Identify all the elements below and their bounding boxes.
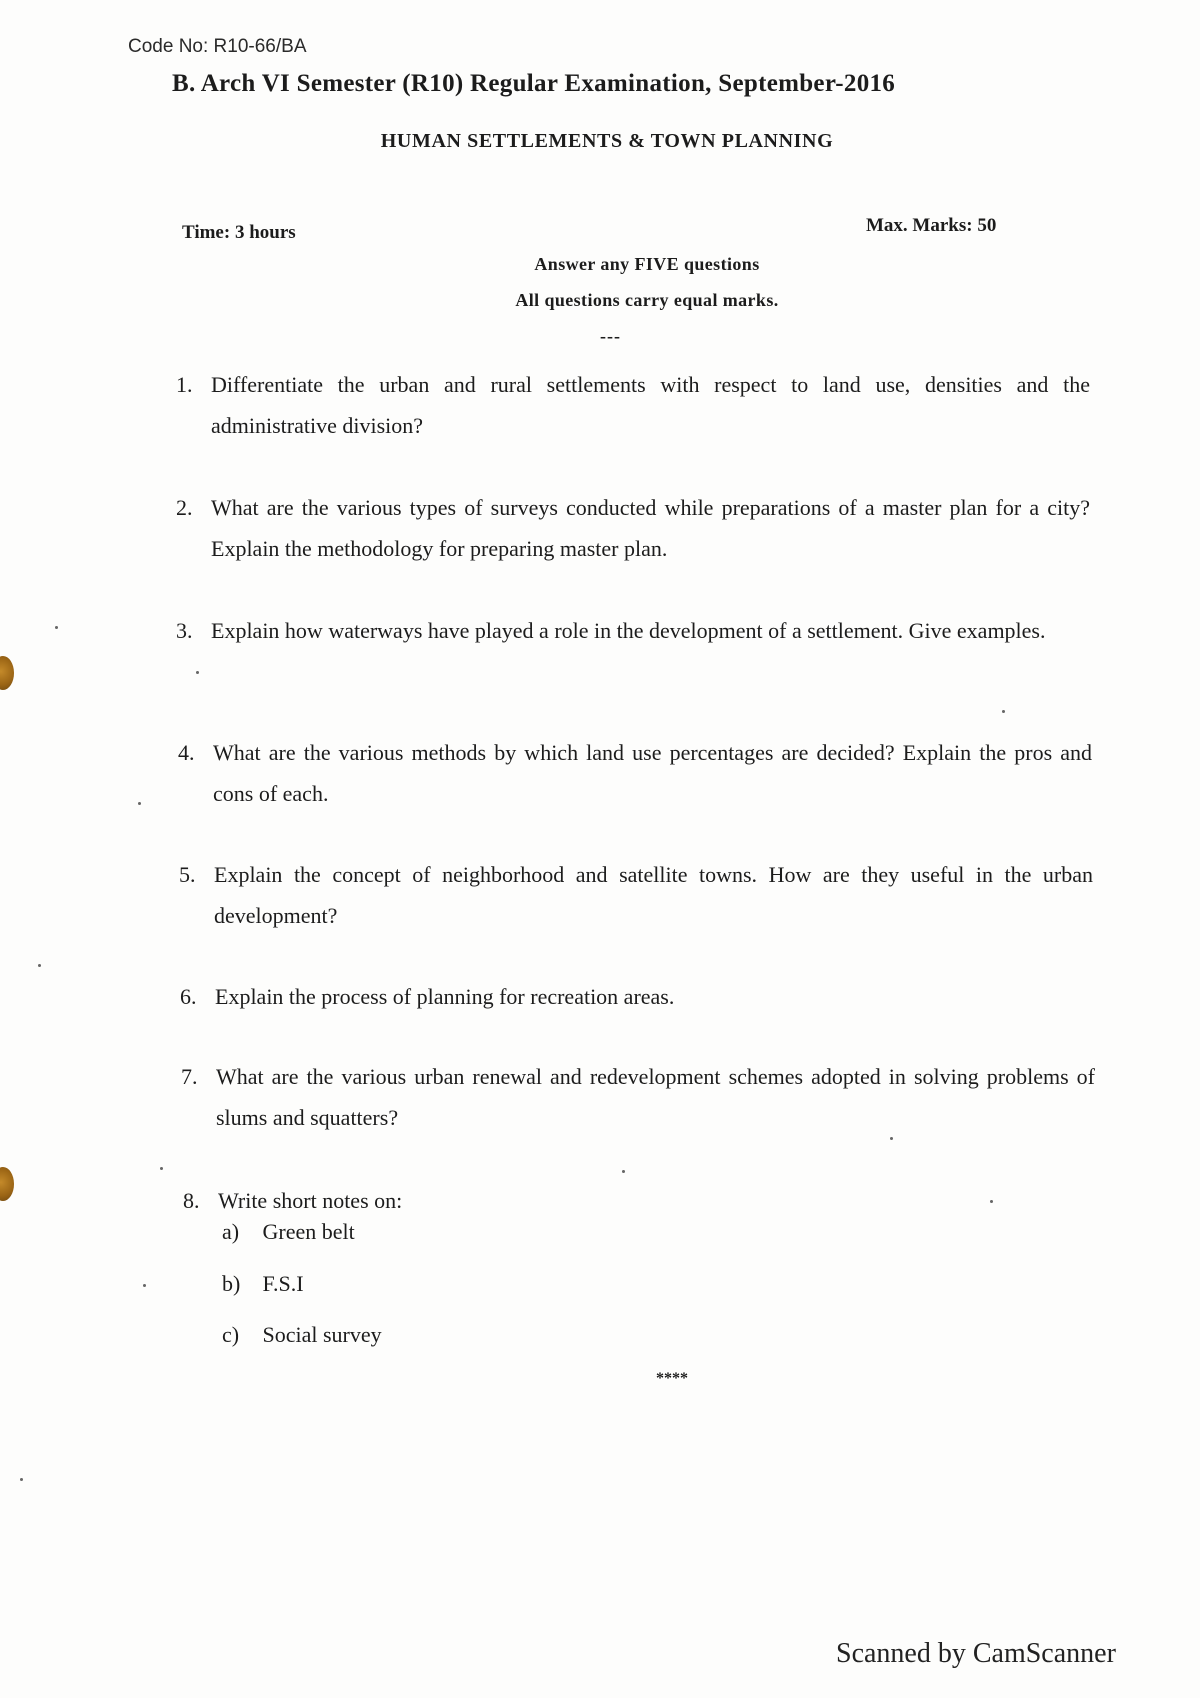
question-text: What are the various urban renewal and redevelopment schemes adopted in solving problems of slums and squatters? [216, 1064, 1095, 1130]
instruction-answer-five: Answer any FIVE questions [534, 254, 760, 274]
question-2 [176, 487, 1090, 569]
scan-speck [143, 1284, 146, 1287]
question-7 [181, 1056, 1095, 1138]
question-3 [176, 610, 1090, 651]
max-marks: Max. Marks: 50 [866, 215, 997, 236]
time-duration: Time: 3 hours [182, 222, 296, 243]
short-note-label: a) [222, 1219, 240, 1244]
question-text: What are the various methods by which land use percentages are decided? Explain the pros and cons of each. [213, 740, 1092, 806]
scan-speck [196, 671, 199, 674]
question-number: 5. [179, 862, 196, 887]
binder-hole-stain [0, 656, 14, 690]
question-number: 8. [183, 1188, 200, 1213]
question-text: Differentiate the urban and rural settlements with respect to land use, densities and the administrative division? [211, 372, 1090, 438]
question-5 [179, 854, 1093, 936]
scan-speck [890, 1137, 893, 1140]
scan-speck [55, 626, 58, 629]
question-text: What are the various types of surveys conducted while preparations of a master plan for a city? Explain the methodology for preparing master plan. [211, 495, 1090, 561]
scan-speck [38, 964, 41, 967]
question-text: Explain the process of planning for recreation areas. [215, 984, 675, 1009]
short-note-label: b) [222, 1271, 241, 1296]
scanner-watermark: Scanned by CamScanner [836, 1638, 1116, 1669]
scan-speck [138, 802, 141, 805]
short-note-text: Social survey [262, 1322, 382, 1347]
short-note-text: F.S.I [262, 1271, 304, 1296]
binder-hole-stain [0, 1167, 14, 1201]
scan-speck [622, 1170, 625, 1173]
code-number: Code No: R10-66/BA [128, 36, 307, 57]
scan-speck [20, 1478, 23, 1481]
short-note-item [222, 1271, 304, 1297]
question-number: 6. [180, 984, 197, 1009]
exam-title: B. Arch VI Semester (R10) Regular Examination, September-2016 [172, 70, 896, 97]
short-note-text: Green belt [262, 1219, 355, 1244]
short-note-item [222, 1219, 355, 1245]
question-number: 2. [176, 495, 193, 520]
question-number: 4. [178, 740, 195, 765]
question-text: Explain how waterways have played a role in the development of a settlement. Give examples. [211, 618, 1046, 643]
scan-speck [1002, 710, 1005, 713]
separator: --- [600, 326, 621, 346]
question-number: 1. [176, 372, 193, 397]
question-number: 7. [181, 1064, 198, 1089]
question-text: Write short notes on: [218, 1188, 403, 1213]
end-of-paper-mark: **** [656, 1370, 688, 1387]
question-text: Explain the concept of neighborhood and satellite towns. How are they useful in the urban development? [214, 862, 1093, 928]
short-note-label: c) [222, 1322, 240, 1347]
question-1 [176, 364, 1090, 446]
question-number: 3. [176, 618, 193, 643]
question-8 [183, 1180, 1097, 1221]
question-4 [178, 732, 1092, 814]
question-6 [180, 976, 1094, 1017]
instruction-equal-marks: All questions carry equal marks. [515, 290, 779, 310]
subject-title: HUMAN SETTLEMENTS & TOWN PLANNING [380, 130, 834, 152]
short-note-item [222, 1322, 382, 1348]
scan-speck [990, 1200, 993, 1203]
scan-speck [160, 1167, 163, 1170]
